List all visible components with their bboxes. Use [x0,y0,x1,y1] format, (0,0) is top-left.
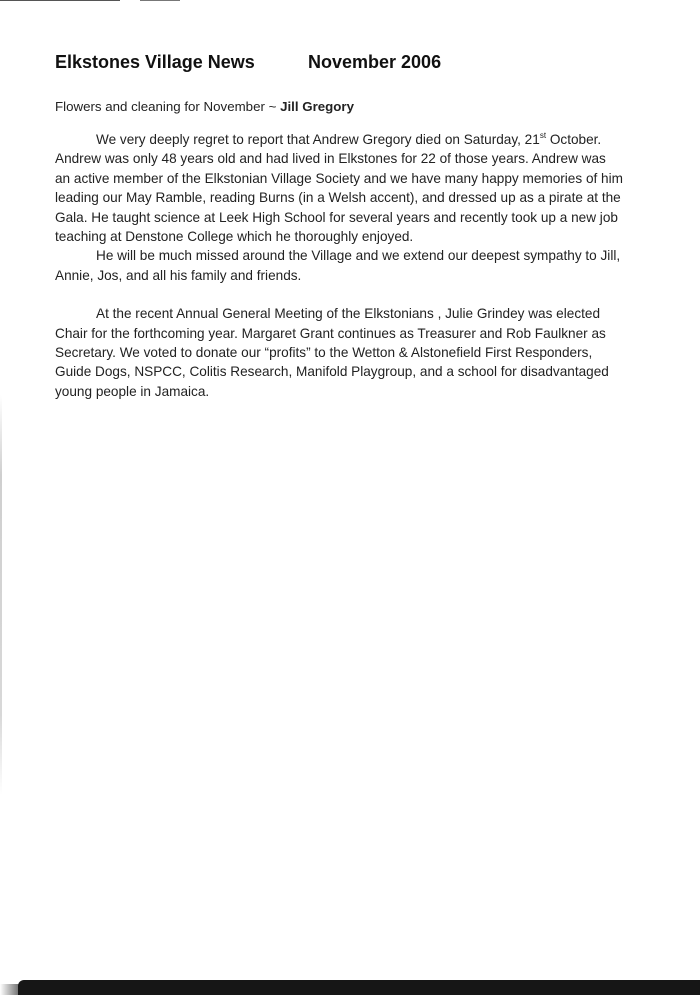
obituary-line-1-text: We very deeply regret to report that Andrew Gregory died on Saturday, 21 [96,132,540,147]
obituary-paragraph [55,130,645,246]
scan-left-edge-shadow [0,395,2,795]
obituary-line-4: leading our May Ramble, reading Burns (in a Welsh accent), and dressed up as a pirate at the [55,190,621,206]
obituary-line-1-end: October. [546,132,602,147]
agm-line-1: At the recent Annual General Meeting of the Elkstonians , Julie Grindey was elected [96,306,601,322]
scan-bottom-edge-bar [18,980,700,995]
obituary-line-3: an active member of the Elkstonian Village Society and we have many happy memories of him [55,170,623,186]
newsletter-title: Elkstones Village News [55,52,255,72]
sympathy-line-1: He will be much missed around the Village and we extend our deepest sympathy to Jill, [96,248,621,264]
agm-line-2: Chair for the forthcoming year. Margaret Grant continues as Treasurer and Rob Faulkner as [55,325,606,341]
newsletter-date: November 2006 [308,52,442,72]
agm-line-5: young people in Jamaica. [55,383,210,399]
obituary-line-2: Andrew was only 48 years old and had lived in Elkstones for 22 of those years. Andrew was [55,151,606,167]
newsletter-page [55,52,645,401]
obituary-line-1 [55,130,645,149]
scan-top-edge-mark [140,0,180,1]
flowers-volunteer-name: Jill Gregory [280,99,354,114]
flowers-cleaning-notice [55,99,645,117]
flowers-cleaning-label: Flowers and cleaning for November [55,99,265,114]
ordinal-suffix: st [539,131,547,140]
agm-line-3: Secretary. We voted to donate our “profits” to the Wetton & Alstonefield First Responders, [55,345,593,361]
sympathy-line-2: Annie, Jos, and all his family and friends. [55,267,302,283]
newsletter-masthead [55,52,645,78]
obituary-line-5: Gala. He taught science at Leek High School for several years and recently took up a new job [55,209,618,225]
agm-paragraph [55,304,645,401]
obituary-line-6: teaching at Denstone College which he thoroughly enjoyed. [55,229,414,245]
sympathy-paragraph [55,246,645,285]
flowers-separator: ~ [268,99,277,114]
scan-top-edge-line [0,0,120,1]
agm-line-4: Guide Dogs, NSPCC, Colitis Research, Manifold Playgroup, and a school for disadvantaged [55,364,609,380]
